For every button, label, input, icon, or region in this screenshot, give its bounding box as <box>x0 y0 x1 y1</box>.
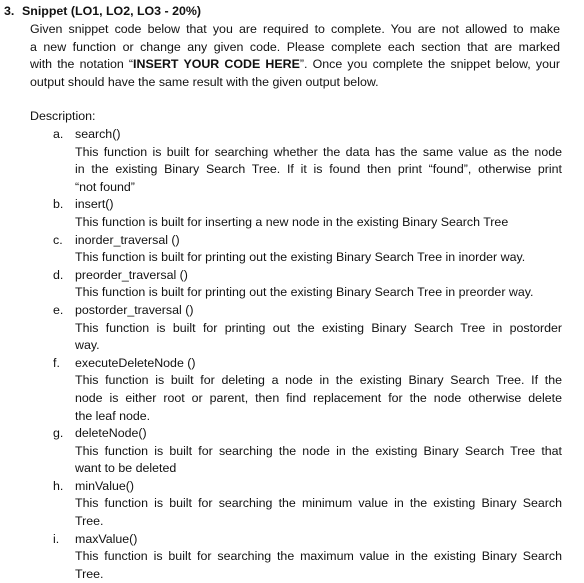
function-name: postorder_traversal () <box>75 302 194 317</box>
description-label: Description: <box>30 109 96 123</box>
function-name: deleteNode() <box>75 426 147 441</box>
description-line: This function is built for searching the maximum value in the existing Binary Search <box>75 549 562 564</box>
description-line: want to be deleted <box>75 461 177 476</box>
description-line: This function is built for searching the minimum value in the existing Binary Search <box>75 496 562 511</box>
function-description <box>30 214 562 232</box>
description-line: way. <box>75 338 100 353</box>
instruction-text: ”. Once you complete the snippet below, your <box>299 57 561 72</box>
question-instructions <box>30 21 560 91</box>
item-letter: h. <box>53 478 64 493</box>
instruction-line: output should have the same result with the given output below. <box>30 74 379 89</box>
insert-code-notation: INSERT YOUR CODE HERE <box>133 57 300 72</box>
description-line: This function is built for printing out the existing Binary Search Tree in postorder <box>75 320 562 335</box>
instruction-text: with the notation “ <box>30 57 134 72</box>
function-name: inorder_traversal () <box>75 232 180 247</box>
description-line: the leaf node. <box>75 408 151 423</box>
description-line: This function is built for printing out the existing Binary Search Tree in inorder way. <box>75 250 526 265</box>
function-description-list <box>30 126 562 583</box>
description-line: This function is built for searching whether the data has the same value as the node <box>75 144 562 159</box>
description-line: This function is built for searching the node in the existing Binary Search Tree that <box>75 443 562 458</box>
function-name: executeDeleteNode () <box>75 355 196 370</box>
description-line: This function is built for deleting a node in the existing Binary Search Tree. If the <box>75 373 562 388</box>
instruction-line <box>30 56 560 74</box>
description-line: in the existing Binary Search Tree. If it is found then print “found”, otherwise print <box>75 162 562 177</box>
description-line: node is either root or parent, then find replacement for the node otherwise delete <box>75 390 562 405</box>
item-letter: d. <box>53 267 64 282</box>
function-name: preorder_traversal () <box>75 267 188 282</box>
function-name: minValue() <box>75 478 134 493</box>
function-description-item <box>30 232 562 267</box>
description-line: Tree. <box>75 514 104 529</box>
description-line: “not found” <box>75 179 135 194</box>
question-number: 3. <box>4 4 15 18</box>
description-line: Tree. <box>75 566 104 581</box>
function-description-item <box>30 302 562 355</box>
function-description-item <box>30 425 562 478</box>
item-letter: g. <box>53 426 64 441</box>
function-description <box>30 372 562 425</box>
function-description-item <box>30 196 562 231</box>
question-title: Snippet (LO1, LO2, LO3 - 20%) <box>22 4 201 18</box>
function-description <box>30 249 562 267</box>
item-letter: f. <box>53 355 60 370</box>
function-description <box>30 320 562 355</box>
function-name: search() <box>75 127 121 141</box>
function-description-item <box>30 126 562 196</box>
description-line: This function is built for inserting a new node in the existing Binary Search Tree <box>75 214 509 229</box>
description-line: This function is built for printing out the existing Binary Search Tree in preorder way. <box>75 285 534 300</box>
item-letter: i. <box>53 531 60 546</box>
item-letter: a. <box>53 127 64 141</box>
function-name: insert() <box>75 197 114 212</box>
instruction-line: a new function or change any given code. Please complete each section that are marked <box>30 39 560 54</box>
function-description <box>30 548 562 583</box>
function-description <box>30 144 562 197</box>
item-letter: e. <box>53 302 64 317</box>
item-letter: c. <box>53 232 63 247</box>
function-name: maxValue() <box>75 531 138 546</box>
function-description-item <box>30 531 562 583</box>
item-letter: b. <box>53 197 64 212</box>
function-description <box>30 284 562 302</box>
function-description <box>30 443 562 478</box>
instruction-line: Given snippet code below that you are required to complete. You are not allowed to make <box>30 22 560 36</box>
function-description-item <box>30 355 562 425</box>
function-description-item <box>30 478 562 531</box>
function-description-item <box>30 267 562 302</box>
function-description <box>30 495 562 530</box>
